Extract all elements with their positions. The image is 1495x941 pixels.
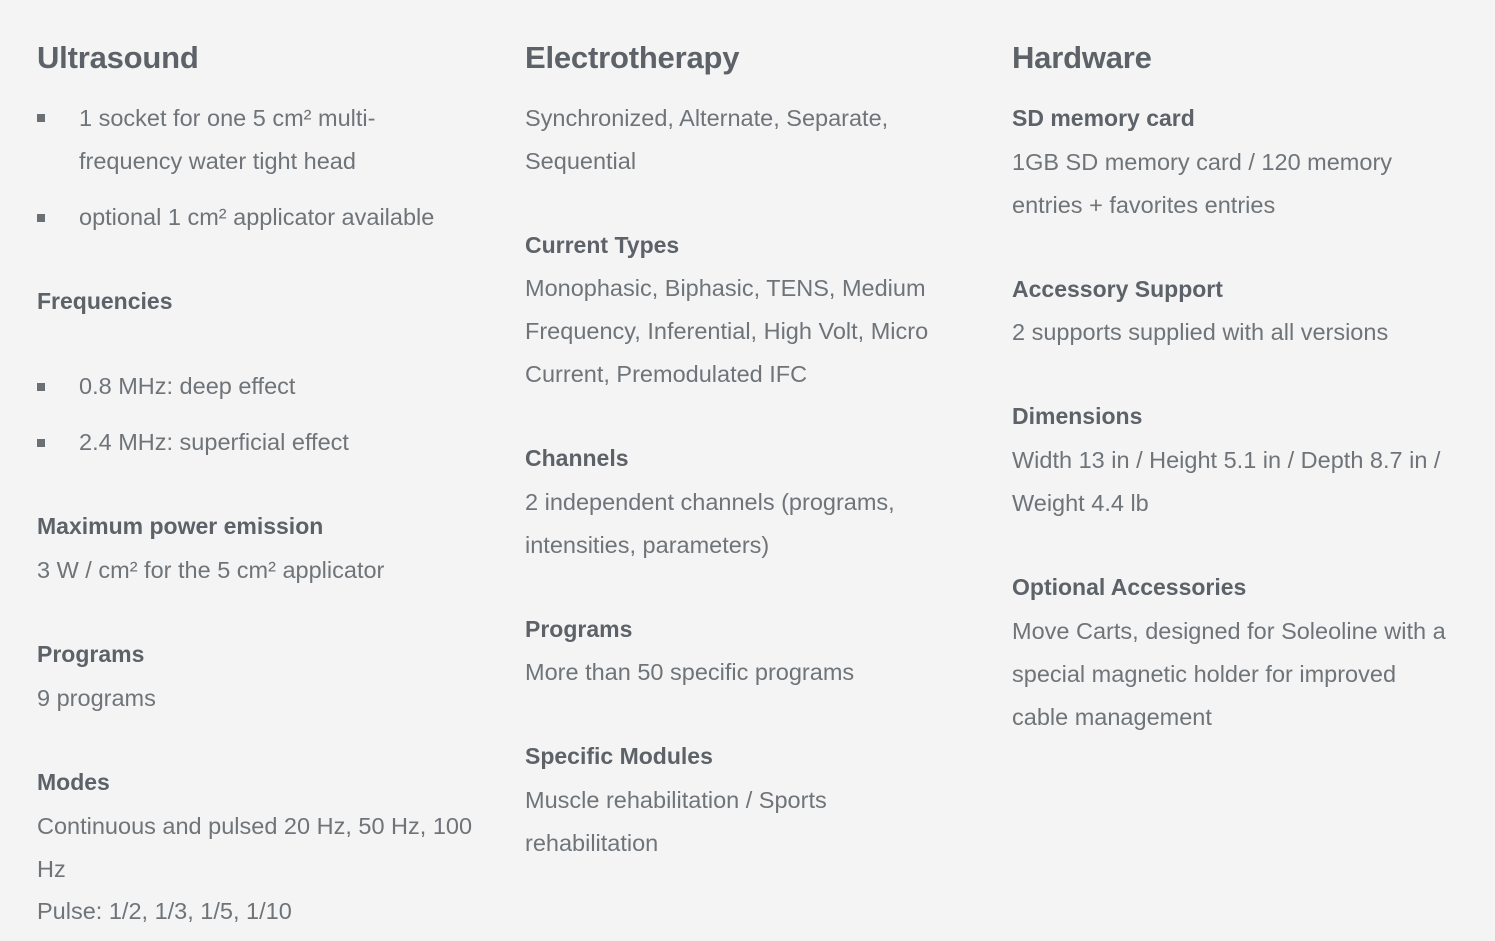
modes-line-1: Continuous and pulsed 20 Hz, 50 Hz, 100 — [37, 813, 473, 839]
accessory-support-heading: Accessory Support — [1012, 276, 1223, 302]
optional-accessories-line-2: special magnetic holder for improved — [1012, 661, 1397, 687]
bullet-icon — [37, 383, 45, 391]
sd-card-line-1: 1GB SD memory card / 120 memory — [1012, 149, 1393, 175]
modes-line-3: Pulse: 1/2, 1/3, 1/5, 1/10 — [37, 898, 292, 924]
current-types-line-3: Current, Premodulated IFC — [525, 361, 808, 387]
accessory-support-value: 2 supports supplied with all versions — [1012, 319, 1389, 345]
channels-line-1: 2 independent channels (programs, — [525, 489, 895, 515]
us-programs-value: 9 programs — [37, 685, 156, 711]
current-types-line-2: Frequency, Inferential, High Volt, Micro — [525, 318, 929, 344]
specific-modules-line-2: rehabilitation — [525, 830, 659, 856]
frequencies-heading: Frequencies — [37, 288, 173, 314]
dimensions-heading: Dimensions — [1012, 403, 1143, 429]
sd-card-line-2: entries + favorites entries — [1012, 192, 1276, 218]
ultrasound-title: Ultrasound — [37, 40, 199, 75]
us-programs-heading: Programs — [37, 641, 145, 667]
frequency-item-1: 0.8 MHz: deep effect — [79, 373, 296, 399]
current-types-line-1: Monophasic, Biphasic, TENS, Medium — [525, 275, 926, 301]
frequency-item-2: 2.4 MHz: superficial effect — [79, 429, 349, 455]
electro-intro-line-1: Synchronized, Alternate, Separate, — [525, 105, 889, 131]
optional-accessories-heading: Optional Accessories — [1012, 574, 1247, 600]
hardware-title: Hardware — [1012, 40, 1152, 75]
electro-programs-value: More than 50 specific programs — [525, 659, 855, 685]
specific-modules-heading: Specific Modules — [525, 743, 713, 769]
dimensions-line-1: Width 13 in / Height 5.1 in / Depth 8.7 in / — [1012, 447, 1441, 473]
dimensions-line-2: Weight 4.4 lb — [1012, 490, 1149, 516]
modes-heading: Modes — [37, 769, 110, 795]
bullet-icon — [37, 439, 45, 447]
max-power-value: 3 W / cm² for the 5 cm² applicator — [37, 557, 385, 583]
optional-accessories-line-1: Move Carts, designed for Soleoline with a — [1012, 618, 1446, 644]
ultrasound-bullet-2: optional 1 cm² applicator available — [79, 204, 435, 230]
ultrasound-bullet-1-line-1: 1 socket for one 5 cm² multi- — [79, 105, 376, 131]
ultrasound-bullet-1-line-2: frequency water tight head — [79, 148, 356, 174]
specific-modules-line-1: Muscle rehabilitation / Sports — [525, 787, 827, 813]
electro-intro-line-2: Sequential — [525, 148, 637, 174]
electro-programs-heading: Programs — [525, 616, 633, 642]
optional-accessories-line-3: cable management — [1012, 704, 1212, 730]
channels-heading: Channels — [525, 445, 629, 471]
modes-line-2: Hz — [37, 856, 66, 882]
bullet-icon — [37, 214, 45, 222]
current-types-heading: Current Types — [525, 232, 680, 258]
max-power-heading: Maximum power emission — [37, 513, 324, 539]
electrotherapy-title: Electrotherapy — [525, 40, 740, 75]
bullet-icon — [37, 114, 45, 122]
channels-line-2: intensities, parameters) — [525, 532, 770, 558]
sd-card-heading: SD memory card — [1012, 105, 1195, 131]
